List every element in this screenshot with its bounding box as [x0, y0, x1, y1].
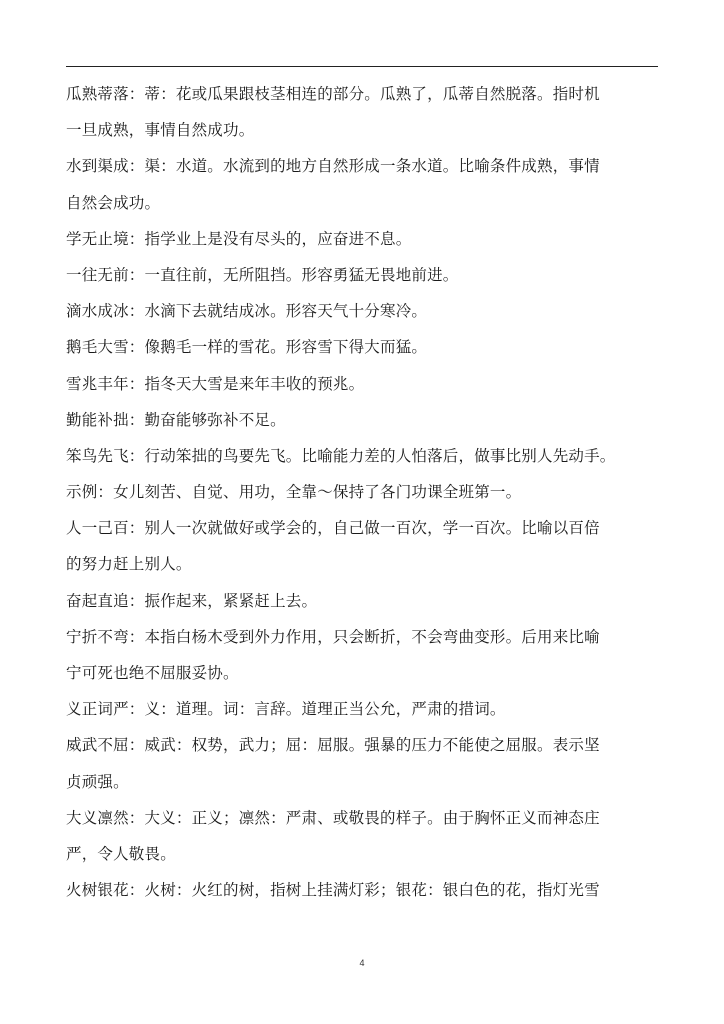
text-line: 示例：女儿刻苦、自觉、用功，全靠～保持了各门功课全班第一。	[66, 483, 522, 502]
text-line: 滴水成冰：水滴下去就结成冰。形容天气十分寒冷。	[66, 302, 428, 321]
text-line: 人一己百：别人一次就做好或学会的，自己做一百次，学一百次。比喻以百倍	[66, 519, 600, 538]
text-line: 一旦成熟，事情自然成功。	[66, 121, 255, 140]
page-number: 4	[359, 958, 365, 968]
text-line: 的努力赶上别人。	[66, 555, 192, 574]
text-line: 火树银花：火树：火红的树，指树上挂满灯彩；银花：银白色的花，指灯光雪	[66, 881, 600, 900]
text-line: 鹅毛大雪：像鹅毛一样的雪花。形容雪下得大而猛。	[66, 338, 428, 357]
text-line: 瓜熟蒂落：蒂：花或瓜果跟枝茎相连的部分。瓜熟了，瓜蒂自然脱落。指时机	[66, 85, 600, 103]
text-line: 义正词严：义：道理。词：言辞。道理正当公允，严肃的措词。	[66, 700, 506, 719]
text-line: 奋起直追：振作起来，紧紧赶上去。	[66, 591, 318, 610]
text-line: 贞顽强。	[66, 772, 129, 791]
text-line: 自然会成功。	[66, 193, 161, 212]
text-line: 雪兆丰年：指冬天大雪是来年丰收的预兆。	[66, 374, 365, 393]
text-line: 宁折不弯：本指白杨木受到外力作用，只会断折，不会弯曲变形。后用来比喻	[66, 627, 600, 646]
text-line: 一往无前：一直往前，无所阻挡。形容勇猛无畏地前进。	[66, 265, 459, 284]
text-line: 威武不屈：威武：权势，武力；屈：屈服。强暴的压力不能使之屈服。表示坚	[66, 736, 600, 755]
text-line: 严，令人敬畏。	[66, 844, 176, 863]
idiom-list	[66, 76, 666, 908]
text-line: 水到渠成：渠：水道。水流到的地方自然形成一条水道。比喻条件成熟，事情	[66, 157, 600, 176]
text-line: 大义凛然：大义：正义；凛然：严肃、或敬畏的样子。由于胸怀正义而神态庄	[66, 808, 600, 827]
header-rule	[66, 66, 658, 67]
text-line: 笨鸟先飞：行动笨拙的鸟要先飞。比喻能力差的人怕落后，做事比别人先动手。	[66, 446, 616, 465]
text-line: 勤能补拙：勤奋能够弥补不足。	[66, 410, 286, 429]
text-line: 宁可死也绝不屈服妥协。	[66, 664, 239, 682]
text-line: 学无止境：指学业上是没有尽头的，应奋进不息。	[66, 229, 412, 248]
